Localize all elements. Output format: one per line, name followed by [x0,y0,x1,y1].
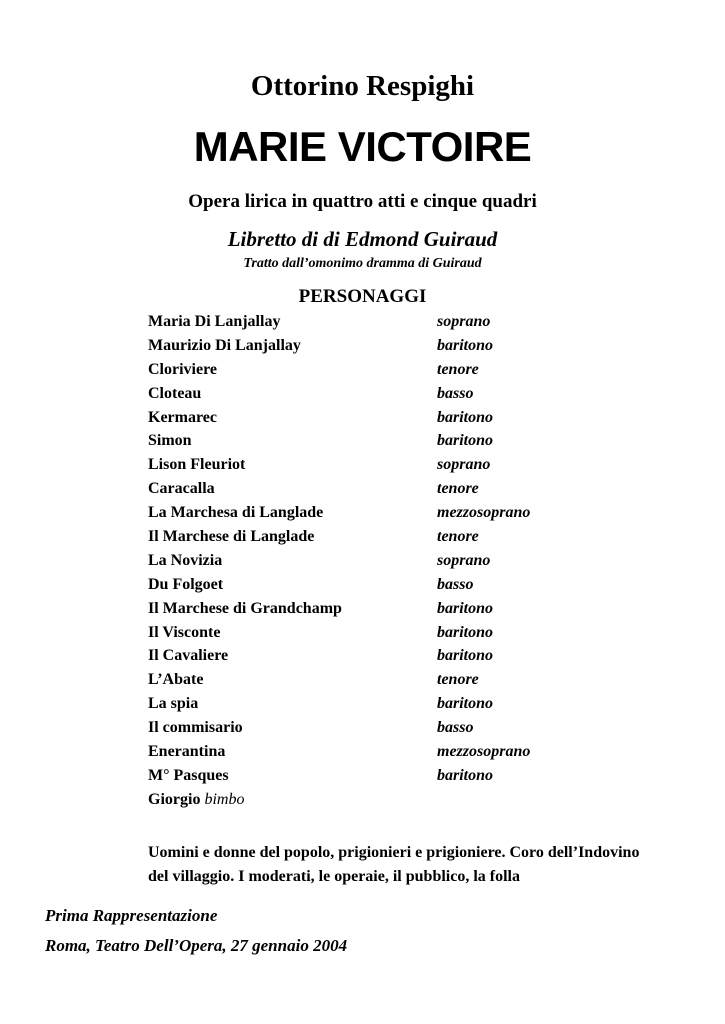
cast-row [148,453,708,477]
chorus-line: del villaggio. I moderati, le operaie, il pubblico, la folla [148,868,520,885]
voice-type: soprano [437,456,491,474]
voice-type: soprano [437,551,491,569]
cast-row [148,692,708,716]
cast-row [148,764,708,788]
voice-type: basso [437,384,474,402]
role-name: Il Marchese di Langlade [148,528,315,546]
role-name: La spia [148,695,199,713]
voice-type: mezzosoprano [437,743,531,761]
voice-type: baritono [437,599,494,617]
voice-type: baritono [437,623,494,641]
composer-name: Ottorino Respighi [250,70,475,102]
cast-row [148,644,708,668]
role-name: Il Cavaliere [148,647,229,665]
role-name: Maria Di Lanjallay [148,313,281,330]
role-name: Maurizio Di Lanjallay [148,336,301,354]
voice-type: baritono [437,432,494,450]
cast-row [148,334,708,358]
role-name: Kermarec [148,408,217,426]
source-credit: Tratto dall’omonimo dramma di Guiraud [243,256,482,271]
role-name: Cloteau [148,384,202,402]
voice-type: tenore [437,480,479,498]
role-name: Il Visconte [148,623,221,641]
chorus-line: Uomini e donne del popolo, prigionieri e prigioniere. Coro dell’Indovino [148,844,640,861]
role-name: Cloriviere [148,360,218,378]
premiere-label: Prima Rappresentazione [45,906,218,925]
voice-type: soprano [437,313,491,330]
cast-row [148,429,708,453]
opera-title: MARIE VICTOIRE [193,123,532,170]
cast-row [148,740,708,764]
role-name: Il Marchese di Grandchamp [148,599,342,617]
voice-type: tenore [437,671,479,689]
cast-row [148,621,708,645]
role-name: Giorgio [148,790,201,808]
cast-row [148,382,708,406]
voice-type: basso [437,575,474,593]
cast-row [148,668,708,692]
voice-type: baritono [437,695,494,713]
role-name: Du Folgoet [148,575,224,593]
premiere-details: Roma, Teatro Dell’Opera, 27 gennaio 2004 [45,936,348,955]
role-name: M° Pasques [148,766,229,784]
chorus-description [148,841,708,889]
voice-type: tenore [437,360,479,378]
voice-type: bimbo [204,790,245,808]
opera-subtitle: Opera lirica in quattro atti e cinque quadri [188,191,537,212]
voice-type: baritono [437,766,494,784]
voice-type: basso [437,719,474,737]
cast-row [148,549,708,573]
role-name: Caracalla [148,480,215,498]
cast-row [148,406,708,430]
voice-type: mezzosoprano [437,504,531,522]
role-name: La Novizia [148,551,223,569]
cast-row [148,310,708,334]
role-name: Il commisario [148,719,243,737]
role-name: Lison Fleuriot [148,456,246,474]
role-name: La Marchesa di Langlade [148,504,324,522]
voice-type: tenore [437,528,479,546]
cast-list [148,310,708,812]
cast-row [148,477,708,501]
cast-heading: PERSONAGGI [298,286,427,307]
voice-type: baritono [437,647,494,665]
premiere-info [45,901,347,961]
role-name: L’Abate [148,671,204,689]
cast-row [148,525,708,549]
cast-row [148,597,708,621]
voice-type: baritono [437,408,494,426]
cast-row [148,573,708,597]
role-name-inline [148,788,244,812]
cast-row [148,501,708,525]
role-name: Enerantina [148,743,226,761]
cast-row [148,716,708,740]
cast-row [148,788,708,812]
cast-row [148,358,708,382]
libretto-credit: Libretto di di Edmond Guiraud [227,227,498,251]
voice-type: baritono [437,336,494,354]
role-name: Simon [148,432,192,450]
